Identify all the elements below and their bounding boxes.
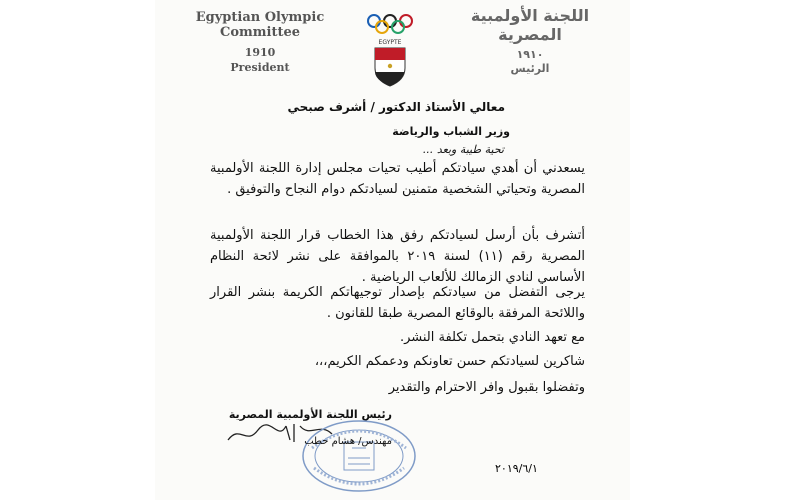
letterhead-english xyxy=(165,10,355,74)
olympic-committee-logo xyxy=(365,12,415,88)
paragraph-3: يرجى التفضل من سيادتكم بإصدار توجيهاتكم الكريمة بنشر القرار واللائحة المرفقة بالوقائع المصرية طبقا للقانون . xyxy=(210,285,585,321)
committee-name-arabic: اللجنة الأولمبية المصرية xyxy=(470,6,590,44)
letter-date: ٢٠١٩/٦/١ xyxy=(495,462,538,475)
publication-cost-note: مع تعهد النادي بتحمل تكلفة النشر. xyxy=(399,330,585,345)
committee-name-english: Egyptian Olympic Committee xyxy=(195,10,325,40)
paragraph-1: يسعدني أن أهدي سيادتكم أطيب تحيات مجلس إدارة اللجنة الأولمبية المصرية وتحياتي الشخصية متمنين لسيادتكم دوام النجاح والتوفيق . xyxy=(210,161,585,197)
logo-label: EGYPTE xyxy=(378,39,402,46)
egypt-flag-shield-icon xyxy=(375,48,405,86)
founding-year-arabic: ١٩١٠ xyxy=(516,48,544,61)
paragraph-2: أتشرف بأن أرسل لسيادتكم رفق هذا الخطاب قرار اللجنة الأولمبية المصرية رقم (١١) لسنة ٢٠١٩ بالموافقة على نشر لائحة النظام الأساسي لنادي الزمالك للألعاب الرياضية . xyxy=(210,228,585,285)
role-arabic: الرئيس xyxy=(510,62,550,75)
addressee: معالي الأستاذ الدكتور / أشرف صبحي xyxy=(287,100,505,114)
letterhead-arabic xyxy=(445,6,615,75)
signatory-name: مهندس/ هشام حطب xyxy=(304,436,392,447)
addressee-title: وزير الشباب والرياضة xyxy=(392,125,510,138)
signatory-title: رئيس اللجنة الأولمبية المصرية xyxy=(228,408,392,421)
official-stamp xyxy=(300,418,418,494)
thanks-line: شاكرين لسيادتكم حسن تعاونكم ودعمكم الكريم،،، xyxy=(314,354,585,369)
olympic-rings-icon xyxy=(368,15,412,33)
founding-year-english: 1910 xyxy=(244,46,276,59)
greeting: تحية طيبة وبعد ... xyxy=(422,143,504,156)
closing-line: وتفضلوا بقبول وافر الاحترام والتقدير xyxy=(388,380,585,395)
role-english: President xyxy=(230,61,290,74)
